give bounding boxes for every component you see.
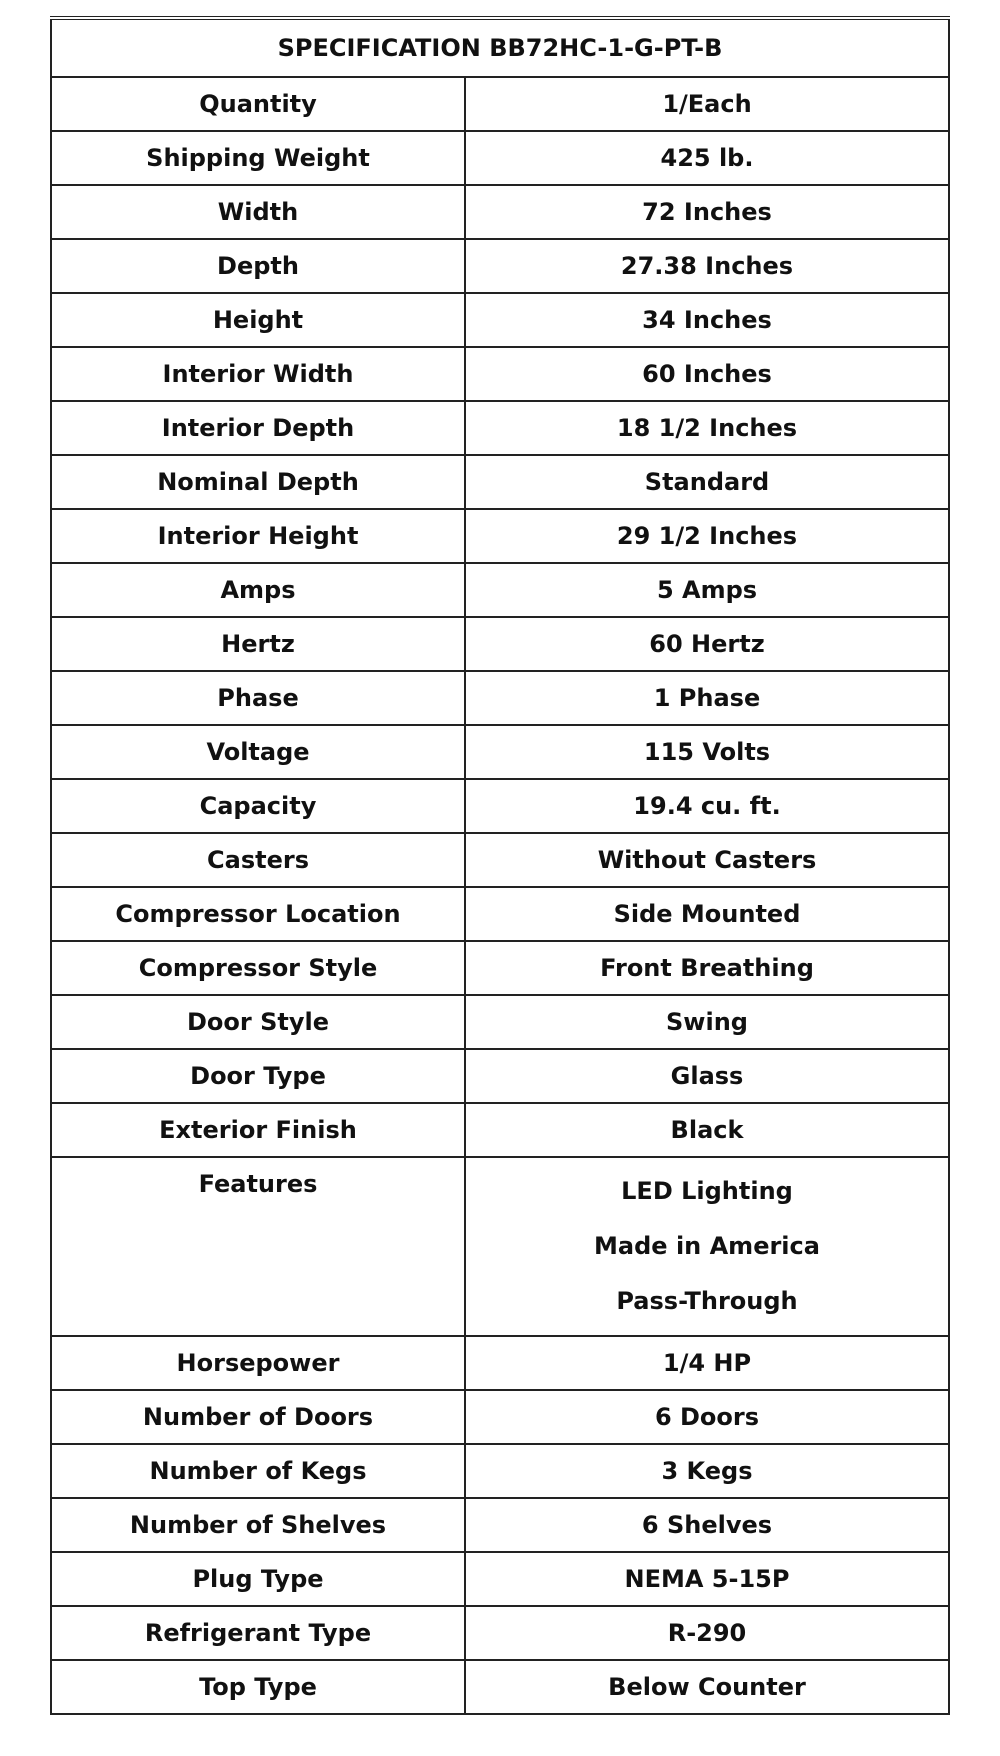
table-row: [51, 1498, 949, 1552]
table-row: [51, 995, 949, 1049]
row-value: 60 Inches: [465, 347, 949, 401]
features-label: Features: [51, 1157, 465, 1336]
table-row: [51, 1049, 949, 1103]
row-value: Glass: [465, 1049, 949, 1103]
row-value: Without Casters: [465, 833, 949, 887]
row-label: Hertz: [51, 617, 465, 671]
row-value: 18 1/2 Inches: [465, 401, 949, 455]
row-value: 1 Phase: [465, 671, 949, 725]
table-header-row: [51, 18, 949, 77]
row-value: 115 Volts: [465, 725, 949, 779]
row-label: Width: [51, 185, 465, 239]
row-label: Shipping Weight: [51, 131, 465, 185]
row-value: 19.4 cu. ft.: [465, 779, 949, 833]
row-label: Quantity: [51, 77, 465, 131]
row-label: Amps: [51, 563, 465, 617]
table-row: [51, 185, 949, 239]
table-row: [51, 563, 949, 617]
table-row: [51, 1103, 949, 1157]
features-values: [465, 1157, 949, 1336]
row-label: Door Type: [51, 1049, 465, 1103]
table-row: [51, 779, 949, 833]
row-value: 425 lb.: [465, 131, 949, 185]
table-row: [51, 671, 949, 725]
row-label: Voltage: [51, 725, 465, 779]
table-row: [51, 1390, 949, 1444]
feature-item: Pass-Through: [616, 1287, 798, 1315]
table-row: [51, 455, 949, 509]
row-label: Interior Depth: [51, 401, 465, 455]
row-label: Number of Doors: [51, 1390, 465, 1444]
table-row: [51, 833, 949, 887]
table-row: [51, 1336, 949, 1390]
row-value: 5 Amps: [465, 563, 949, 617]
row-value: Below Counter: [465, 1660, 949, 1714]
row-value: Black: [465, 1103, 949, 1157]
table-row: [51, 509, 949, 563]
row-value: Standard: [465, 455, 949, 509]
row-value: 3 Kegs: [465, 1444, 949, 1498]
row-label: Plug Type: [51, 1552, 465, 1606]
row-value: 29 1/2 Inches: [465, 509, 949, 563]
row-value: NEMA 5-15P: [465, 1552, 949, 1606]
row-label: Casters: [51, 833, 465, 887]
row-value: 72 Inches: [465, 185, 949, 239]
row-value: 6 Shelves: [465, 1498, 949, 1552]
row-value: 60 Hertz: [465, 617, 949, 671]
row-label: Nominal Depth: [51, 455, 465, 509]
table-row-features: [51, 1157, 949, 1336]
table-row: [51, 239, 949, 293]
row-label: Door Style: [51, 995, 465, 1049]
table-row: [51, 401, 949, 455]
table-row: [51, 1606, 949, 1660]
row-value: Side Mounted: [465, 887, 949, 941]
row-value: Swing: [465, 995, 949, 1049]
row-label: Depth: [51, 239, 465, 293]
specification-table: [50, 16, 950, 1715]
table-row: [51, 1444, 949, 1498]
row-label: Interior Width: [51, 347, 465, 401]
row-value: 1/4 HP: [465, 1336, 949, 1390]
row-value: R-290: [465, 1606, 949, 1660]
row-label: Number of Kegs: [51, 1444, 465, 1498]
row-label: Phase: [51, 671, 465, 725]
row-value: 1/Each: [465, 77, 949, 131]
table-row: [51, 293, 949, 347]
table-row: [51, 131, 949, 185]
row-label: Height: [51, 293, 465, 347]
table-row: [51, 1552, 949, 1606]
table-row: [51, 347, 949, 401]
row-value: 6 Doors: [465, 1390, 949, 1444]
row-value: Front Breathing: [465, 941, 949, 995]
row-value: 27.38 Inches: [465, 239, 949, 293]
row-label: Horsepower: [51, 1336, 465, 1390]
row-label: Interior Height: [51, 509, 465, 563]
table-row: [51, 887, 949, 941]
table-row: [51, 77, 949, 131]
feature-item: LED Lighting: [621, 1177, 793, 1205]
row-label: Compressor Style: [51, 941, 465, 995]
row-label: Compressor Location: [51, 887, 465, 941]
table-row: [51, 1660, 949, 1714]
row-label: Capacity: [51, 779, 465, 833]
table-row: [51, 725, 949, 779]
row-value: 34 Inches: [465, 293, 949, 347]
table-row: [51, 941, 949, 995]
table-row: [51, 617, 949, 671]
row-label: Top Type: [51, 1660, 465, 1714]
row-label: Exterior Finish: [51, 1103, 465, 1157]
row-label: Number of Shelves: [51, 1498, 465, 1552]
row-label: Refrigerant Type: [51, 1606, 465, 1660]
feature-item: Made in America: [594, 1232, 820, 1260]
table-title: SPECIFICATION BB72HC-1-G-PT-B: [51, 18, 949, 77]
